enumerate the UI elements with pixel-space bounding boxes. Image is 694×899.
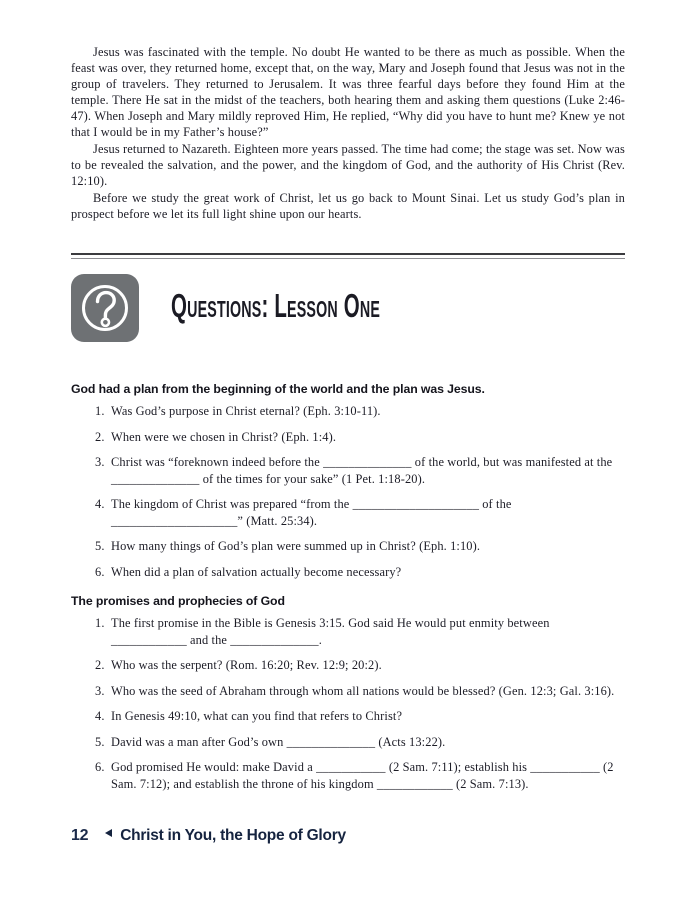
question-item xyxy=(71,538,625,555)
question-group xyxy=(71,381,625,580)
paragraph: Before we study the great work of Christ, let us go back to Mount Sinai. Let us study God’s plan in prospect before we let its full light shine upon our hearts. xyxy=(71,191,625,221)
question-number: 2. xyxy=(95,658,105,672)
page-number: 12 xyxy=(71,827,89,844)
question-item xyxy=(71,564,625,581)
question-item xyxy=(71,496,625,529)
question-text: The kingdom of Christ was prepared “from the ____________________ of the ____________________” (Matt. 25:34). xyxy=(111,497,512,528)
question-item xyxy=(71,759,625,792)
question-item xyxy=(71,615,625,648)
question-group xyxy=(71,593,625,792)
question-item xyxy=(71,734,625,751)
question-number: 5. xyxy=(95,539,105,553)
question-number: 1. xyxy=(95,404,105,418)
question-item xyxy=(71,454,625,487)
question-text: God promised He would: make David a ___________ (2 Sam. 7:11); establish his ___________ (2 Sam. 7:12); and establish the throne of his kingdom ____________ (2 Sam. 7:13). xyxy=(111,760,614,791)
question-text: The first promise in the Bible is Genesis 3:15. God said He would put enmity between ____________ and the ______________. xyxy=(111,616,550,647)
question-number: 3. xyxy=(95,455,105,469)
question-number: 2. xyxy=(95,429,105,444)
divider-rule-thin xyxy=(71,258,625,259)
page-title: Questions: Lesson One xyxy=(171,287,381,324)
questions-section xyxy=(71,381,625,792)
question-number: 4. xyxy=(95,709,105,723)
question-number: 4. xyxy=(95,497,105,511)
question-item xyxy=(71,429,625,446)
question-item xyxy=(71,657,625,674)
question-text: Who was the serpent? (Rom. 16:20; Rev. 12:9; 20:2). xyxy=(111,658,382,672)
question-text: Christ was “foreknown indeed before the ______________ of the world, but was manifested at the ______________ of the times for your sake” (1 Pet. 1:18-20). xyxy=(111,455,613,486)
paragraph: Jesus returned to Nazareth. Eighteen more years passed. The time had come; the stage was set. Now was to be revealed the salvation, and the power, and the kingdom of God, and the authority of His Christ (Rev. 12:10). xyxy=(71,142,625,188)
question-number: 1. xyxy=(95,616,105,630)
question-number: 6. xyxy=(95,564,105,579)
question-item xyxy=(71,403,625,420)
question-text: Who was the seed of Abraham through whom all nations would be blessed? (Gen. 12:3; Gal. 3:16). xyxy=(111,683,615,698)
body-text xyxy=(71,44,625,222)
question-list xyxy=(71,403,625,580)
section-divider xyxy=(71,253,625,262)
question-text: David was a man after God’s own ______________ (Acts 13:22). xyxy=(111,734,446,749)
left-triangle-icon xyxy=(105,829,112,837)
question-text: Was God’s purpose in Christ eternal? (Eph. 3:10-11). xyxy=(111,404,381,418)
question-mark-icon xyxy=(71,274,139,342)
question-text: When were we chosen in Christ? (Eph. 1:4). xyxy=(111,429,337,444)
question-item xyxy=(71,708,625,725)
question-text: In Genesis 49:10, what can you find that refers to Christ? xyxy=(111,709,403,723)
page-footer xyxy=(71,827,625,851)
question-group-title: God had a plan from the beginning of the world and the plan was Jesus. xyxy=(71,382,485,396)
question-number: 5. xyxy=(95,734,105,749)
question-item xyxy=(71,683,625,700)
section-header xyxy=(71,274,625,344)
paragraph: Jesus was fascinated with the temple. No doubt He wanted to be there as much as possible. When the feast was over, they returned home, except that, on the way, Mary and Joseph found that Jesus was not in the group of travelers. They returned to Jerusalem. It was three fearful days before they found Him at the temple. There He sat in the midst of the teachers, both hearing them and asking them questions (Luke 2:46-47). When Joseph and Mary mildly reproved Him, He replied, “Why did you have to hunt me? Knew ye not that I would be in my Father’s house?” xyxy=(71,45,625,139)
question-number: 3. xyxy=(95,683,105,698)
book-title: Christ in You, the Hope of Glory xyxy=(120,827,346,844)
question-list xyxy=(71,615,625,792)
question-text: When did a plan of salvation actually become necessary? xyxy=(111,564,402,579)
divider-rule-thick xyxy=(71,253,625,255)
question-group-title: The promises and prophecies of God xyxy=(71,594,285,608)
question-text: How many things of God’s plan were summed up in Christ? (Eph. 1:10). xyxy=(111,539,481,553)
question-number: 6. xyxy=(95,760,105,774)
